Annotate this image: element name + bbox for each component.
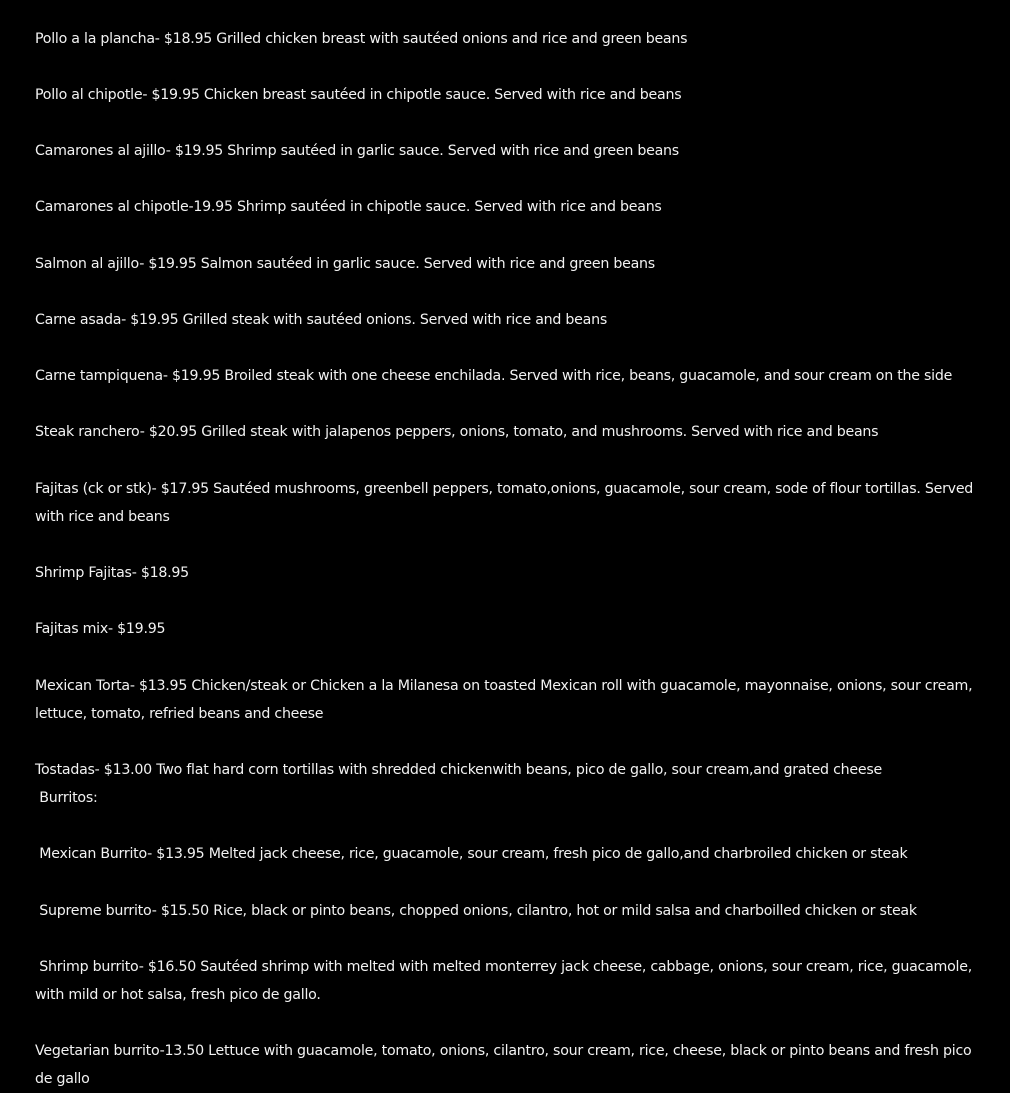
menu-item-camarones-ajillo: Camarones al ajillo- $19.95 Shrimp sautéed in garlic sauce. Served with rice and green beans: [35, 143, 679, 159]
menu-item-vegetarian-burrito: Vegetarian burrito-13.50 Lettuce with guacamole, tomato, onions, cilantro, sour cream, rice, cheese, black or pinto beans and fresh pico de gallo: [35, 1043, 972, 1087]
menu-item-mexican-torta: Mexican Torta- $13.95 Chicken/steak or Chicken a la Milanesa on toasted Mexican roll with guacamole, mayonnaise, onions, sour cream, lettuce, tomato, refried beans and cheese: [35, 678, 973, 722]
menu-item-camarones-chipotle: Camarones al chipotle-19.95 Shrimp sautéed in chipotle sauce. Served with rice and beans: [35, 199, 662, 215]
menu-item-tostadas: Tostadas- $13.00 Two flat hard corn tortillas with shredded chickenwith beans, pico de gallo, sour cream,and grated cheese: [35, 762, 882, 778]
menu-item-pollo-plancha: Pollo a la plancha- $18.95 Grilled chicken breast with sautéed onions and rice and green beans: [35, 31, 688, 47]
menu-item-shrimp-fajitas: Shrimp Fajitas- $18.95: [35, 565, 189, 581]
menu-item-fajitas: Fajitas (ck or stk)- $17.95 Sautéed mushrooms, greenbell peppers, tomato,onions, guacamole, sour cream, sode of flour tortillas. Served with rice and beans: [35, 481, 974, 525]
menu-item-fajitas-mix: Fajitas mix- $19.95: [35, 621, 166, 637]
menu-item-steak-ranchero: Steak ranchero- $20.95 Grilled steak with jalapenos peppers, onions, tomato, and mushrooms. Served with rice and beans: [35, 424, 879, 440]
menu-item-carne-tampiquena: Carne tampiquena- $19.95 Broiled steak with one cheese enchilada. Served with rice, beans, guacamole, and sour cream on the side: [35, 368, 953, 384]
menu-item-mexican-burrito: Mexican Burrito- $13.95 Melted jack cheese, rice, guacamole, sour cream, fresh pico de gallo,and charbroiled chicken or steak: [35, 846, 908, 862]
menu-item-salmon-ajillo: Salmon al ajillo- $19.95 Salmon sautéed in garlic sauce. Served with rice and green beans: [35, 256, 655, 272]
menu-item-pollo-chipotle: Pollo al chipotle- $19.95 Chicken breast sautéed in chipotle sauce. Served with rice and beans: [35, 87, 682, 103]
menu-item-supreme-burrito: Supreme burrito- $15.50 Rice, black or pinto beans, chopped onions, cilantro, hot or mild salsa and charboilled chicken or steak: [35, 903, 917, 919]
section-heading-burritos: Burritos:: [35, 790, 98, 806]
menu-item-carne-asada: Carne asada- $19.95 Grilled steak with sautéed onions. Served with rice and beans: [35, 312, 607, 328]
menu-item-shrimp-burrito: Shrimp burrito- $16.50 Sautéed shrimp with melted with melted monterrey jack cheese, cabbage, onions, sour cream, rice, guacamole, with mild or hot salsa, fresh pico de gallo.: [35, 959, 977, 1003]
